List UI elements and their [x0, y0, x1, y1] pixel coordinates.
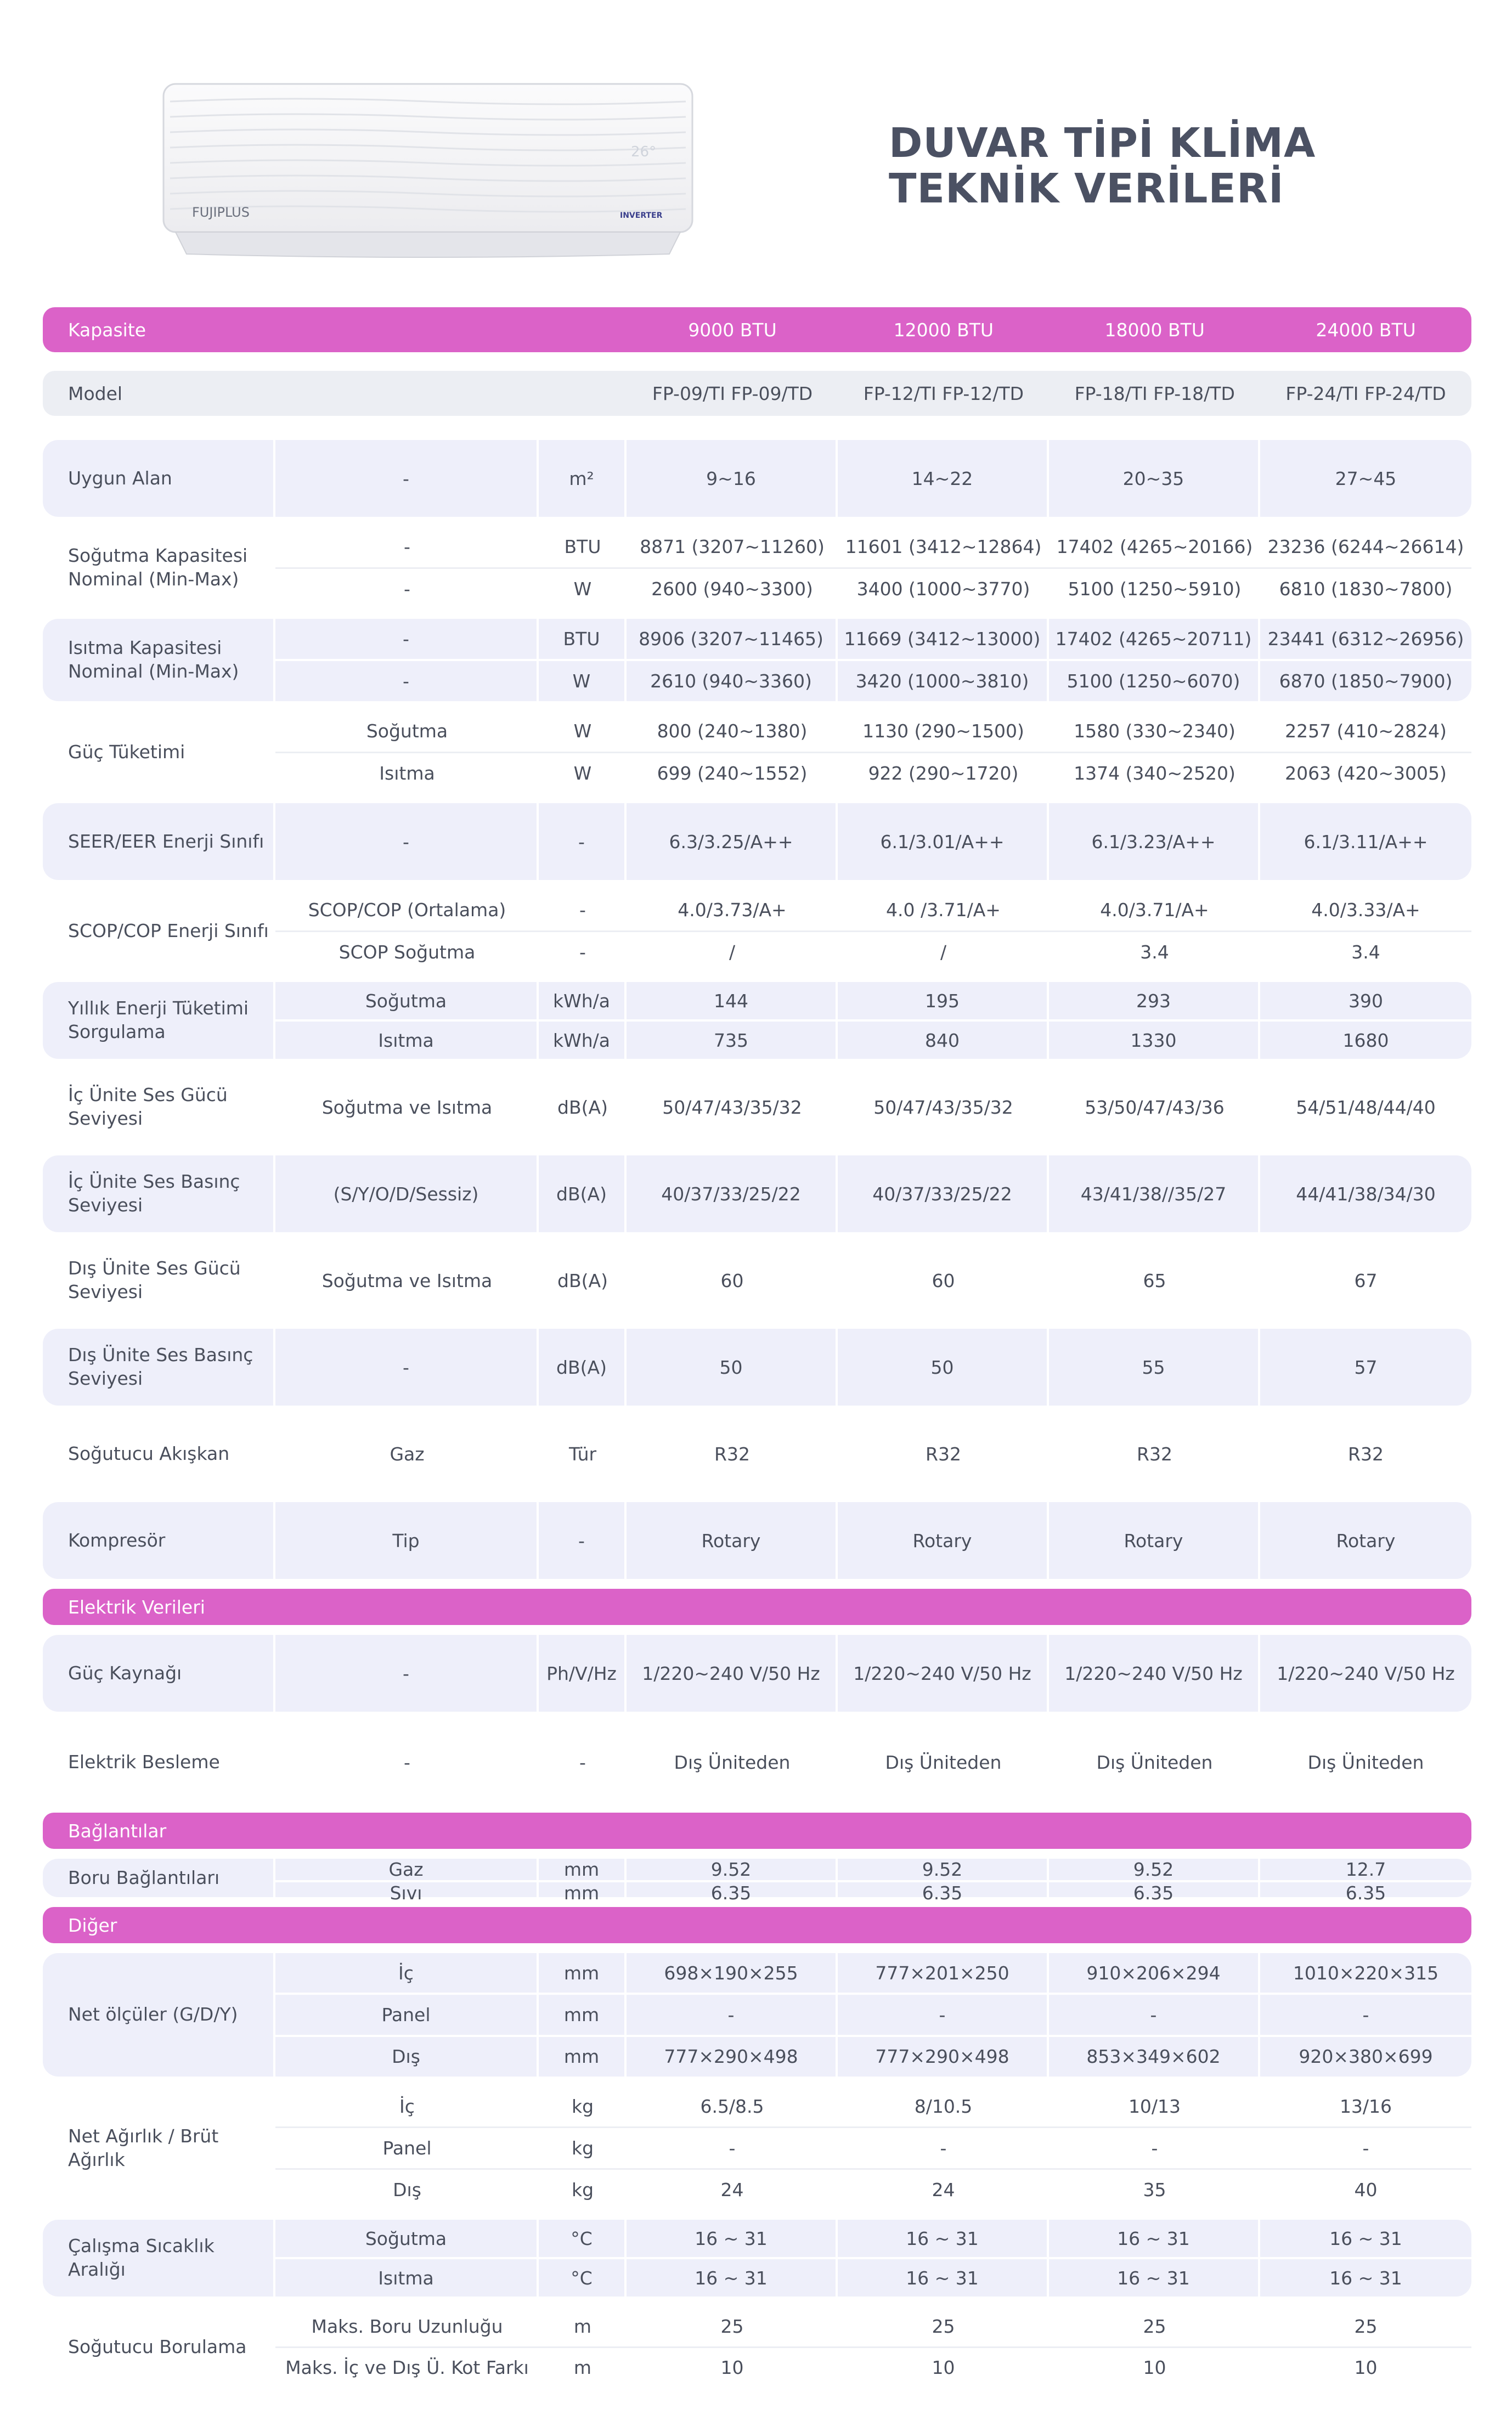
spec-sub-label: - [275, 1329, 539, 1406]
spec-value: Rotary [627, 1502, 838, 1579]
title-line-1: DUVAR TİPİ KLİMA [889, 120, 1316, 167]
spec-value: 24 [932, 2179, 955, 2201]
spec-sub-label: Isıtma [275, 2259, 539, 2297]
spec-subrow [275, 982, 1471, 1019]
spec-row [43, 982, 1471, 1059]
spec-value: 16 ~ 31 [1049, 2220, 1260, 2257]
spec-row [43, 1953, 1471, 2077]
spec-value: 16 ~ 31 [627, 2259, 838, 2297]
spec-value: 6.35 [1049, 1882, 1260, 1904]
spec-subrow [275, 527, 1471, 567]
spec-unit: mm [539, 1953, 627, 1993]
spec-sections [43, 416, 1471, 2388]
spec-row [43, 1415, 1471, 1492]
spec-sub-label: Panel [275, 1995, 539, 2034]
spec-value: 25 [1143, 2315, 1166, 2337]
spec-sub-label: SCOP Soğutma [338, 941, 476, 963]
spec-value: 1/220~240 V/50 Hz [627, 1635, 838, 1712]
section-header: Diğer [43, 1907, 1471, 1943]
spec-sub-label: Gaz [275, 1859, 539, 1880]
spec-sub-label: Soğutma ve Isıtma [321, 1270, 493, 1291]
spec-value: Rotary [1049, 1502, 1260, 1579]
spec-value: 8/10.5 [914, 2096, 973, 2117]
capacity-header-bar [43, 307, 1471, 352]
spec-value: 16 ~ 31 [1049, 2259, 1260, 2297]
spec-value: 60 [932, 1270, 955, 1291]
spec-value: 6.1/3.23/A++ [1049, 803, 1260, 880]
spec-sub-label: Soğutma [366, 720, 448, 742]
spec-sub-label: (S/Y/O/D/Sessiz) [275, 1155, 539, 1232]
spec-value: Dış Üniteden [674, 1751, 791, 1773]
spec-sub-label: Maks. İç ve Dış Ü. Kot Farkı [285, 2357, 529, 2379]
spec-value: - [627, 1995, 838, 2034]
spec-value: Dış Üniteden [885, 1751, 1002, 1773]
spec-sub-label: Sıvı [275, 1882, 539, 1904]
spec-value: 50/47/43/35/32 [662, 1096, 802, 1118]
spec-value: 10 [1143, 2357, 1166, 2379]
spec-sub-label: - [275, 619, 539, 659]
model-value: FP-18/TI FP-18/TD [1074, 382, 1235, 404]
spec-row [43, 1502, 1471, 1579]
spec-value: - [838, 1995, 1049, 2034]
spec-sub-label: Tip [275, 1502, 539, 1579]
spec-value: 10 [932, 2357, 955, 2379]
spec-value: - [1362, 2004, 1369, 2026]
spec-sub-label: Soğutma [275, 2220, 539, 2257]
hero-section [0, 0, 1512, 307]
spec-row-label: Kompresör [43, 1502, 275, 1579]
spec-value: 17402 (4265~20711) [1049, 619, 1260, 659]
spec-unit: Ph/V/Hz [539, 1635, 627, 1712]
spec-value: 6.5/8.5 [700, 2096, 764, 2117]
spec-value: 6.1/3.01/A++ [838, 803, 1049, 880]
spec-value: 698×190×255 [627, 1953, 838, 1993]
spec-row [43, 2306, 1471, 2388]
spec-row [43, 1859, 1471, 1904]
spec-value: 40 [1354, 2179, 1378, 2201]
spec-value: 910×206×294 [1049, 1953, 1260, 1993]
spec-value: 16 ~ 31 [838, 2220, 1049, 2257]
spec-row-label: Net ölçüler (G/D/Y) [43, 1953, 275, 2077]
spec-row [43, 527, 1471, 609]
spec-value: 3420 (1000~3810) [838, 661, 1049, 701]
spec-subrow [275, 1069, 1471, 1146]
spec-unit: mm [539, 1882, 627, 1904]
spec-subrow [275, 1329, 1471, 1406]
spec-sub-label: Isıtma [275, 1022, 539, 1059]
spec-value: 6.35 [838, 1882, 1049, 1904]
spec-value: - [1151, 2137, 1158, 2159]
spec-row [43, 1329, 1471, 1406]
spec-value: 4.0/3.73/A+ [678, 899, 787, 921]
spec-row [43, 803, 1471, 880]
spec-value: 735 [627, 1022, 838, 1059]
spec-row-label: SEER/EER Enerji Sınıfı [43, 803, 275, 880]
spec-value: 4.0/3.33/A+ [1311, 899, 1420, 921]
spec-unit: kg [571, 2137, 594, 2159]
spec-row-label: SCOP/COP Enerji Sınıfı [68, 919, 269, 941]
spec-value: 9~16 [627, 440, 838, 517]
spec-value: 17402 (4265~20166) [1056, 536, 1253, 558]
spec-value: 54/51/48/44/40 [1296, 1096, 1436, 1118]
spec-value: R32 [1137, 1443, 1172, 1465]
spec-value: 11601 (3412~12864) [845, 536, 1042, 558]
spec-value: 25 [932, 2315, 955, 2337]
capacity-value: 18000 BTU [1104, 319, 1205, 341]
spec-value: 50/47/43/35/32 [873, 1096, 1013, 1118]
spec-value: 44/41/38/34/30 [1296, 1183, 1436, 1205]
air-conditioner-image [159, 80, 697, 261]
spec-value: 3.4 [1140, 941, 1169, 963]
spec-value: 14~22 [838, 440, 1049, 517]
spec-sub-label: Gaz [390, 1443, 425, 1465]
spec-subrow [275, 1155, 1471, 1232]
spec-row [43, 1635, 1471, 1712]
spec-value: 4.0/3.71/A+ [1100, 899, 1209, 921]
spec-sub-label: İç [275, 1953, 539, 1993]
spec-value: 24 [720, 2179, 744, 2201]
spec-subrow [275, 1993, 1471, 2034]
title-line-2: TEKNİK VERİLERİ [889, 165, 1284, 212]
spec-unit: - [579, 899, 586, 921]
spec-subrow [275, 1635, 1471, 1712]
spec-value: 43/41/38//35/27 [1049, 1155, 1260, 1232]
spec-sub-label: - [404, 1751, 410, 1773]
spec-sub-label: SCOP/COP (Ortalama) [308, 899, 506, 921]
spec-value: 12.7 [1345, 1859, 1386, 1880]
spec-value: 25 [1354, 2315, 1378, 2337]
spec-value: 16 ~ 31 [1329, 2227, 1402, 2249]
spec-value: 6.1/3.11/A++ [1304, 831, 1428, 853]
spec-unit: dB(A) [539, 1155, 627, 1232]
spec-value: 27~45 [1335, 467, 1397, 489]
spec-subrow [275, 1242, 1471, 1319]
spec-sub-label: Dış [393, 2179, 421, 2201]
spec-value: 390 [1349, 990, 1383, 1012]
spec-subrow [275, 711, 1471, 752]
spec-value: Rotary [1336, 1530, 1396, 1551]
spec-value: 6.35 [1345, 1882, 1386, 1904]
spec-subrow [275, 1880, 1471, 1904]
spec-value: 53/50/47/43/36 [1085, 1096, 1225, 1118]
spec-value: 2257 (410~2824) [1285, 720, 1447, 742]
spec-unit: W [573, 720, 592, 742]
spec-value: 35 [1143, 2179, 1166, 2201]
spec-sub-label: Maks. Boru Uzunluğu [311, 2315, 503, 2337]
spec-unit: - [579, 1751, 586, 1773]
spec-value: 699 (240~1552) [657, 762, 808, 784]
spec-value: 20~35 [1049, 440, 1260, 517]
brand-logo: FUJIPLUS [192, 205, 250, 220]
spec-row-label: Uygun Alan [43, 440, 275, 517]
spec-row [43, 619, 1471, 701]
spec-row [43, 1242, 1471, 1319]
spec-subrow [275, 1415, 1471, 1492]
inverter-badge: INVERTER [620, 211, 663, 220]
spec-value: Dış Üniteden [1096, 1751, 1213, 1773]
model-header-bar [43, 371, 1471, 416]
spec-value: 853×349×602 [1049, 2037, 1260, 2077]
spec-unit: W [573, 762, 592, 784]
spec-value: 67 [1354, 1270, 1378, 1291]
spec-value: 16 ~ 31 [627, 2220, 838, 2257]
section-header: Bağlantılar [43, 1813, 1471, 1849]
section-header: Elektrik Verileri [43, 1589, 1471, 1625]
spec-row [43, 2086, 1471, 2210]
spec-value: 4.0 /3.71/A+ [886, 899, 1001, 921]
spec-unit: m [573, 2315, 592, 2337]
spec-subrow [275, 2220, 1471, 2257]
spec-value: 1330 [1049, 1022, 1260, 1059]
spec-value: 8871 (3207~11260) [640, 536, 825, 558]
spec-value: 50 [627, 1329, 838, 1406]
spec-value: 13/16 [1339, 2096, 1392, 2117]
spec-value: 6810 (1830~7800) [1279, 578, 1453, 600]
spec-row-label: Soğutucu Borulama [68, 2335, 247, 2357]
spec-row-label: Net Ağırlık / Brüt Ağırlık [68, 2125, 219, 2170]
spec-value: 40/37/33/25/22 [838, 1155, 1049, 1232]
spec-unit: dB(A) [539, 1329, 627, 1406]
spec-value: 5100 (1250~6070) [1049, 661, 1260, 701]
spec-value: 1130 (290~1500) [862, 720, 1024, 742]
spec-subrow [275, 890, 1471, 930]
spec-subrow [275, 567, 1471, 610]
spec-subrow [275, 2126, 1471, 2168]
spec-unit: - [539, 1502, 627, 1579]
spec-value: 65 [1143, 1270, 1166, 1291]
spec-value: 1/220~240 V/50 Hz [1277, 1662, 1455, 1684]
spec-unit: mm [539, 1995, 627, 2034]
spec-value: 9.52 [838, 1859, 1049, 1880]
spec-subrow [275, 2306, 1471, 2346]
spec-unit: - [539, 803, 627, 880]
spec-sub-label: İç [399, 2096, 415, 2117]
spec-sub-label: - [275, 661, 539, 701]
spec-value: R32 [1348, 1443, 1384, 1465]
spec-row [43, 1155, 1471, 1232]
spec-row [43, 2220, 1471, 2297]
spec-subrow [275, 2257, 1471, 2297]
spec-row-label: Güç Kaynağı [43, 1635, 275, 1712]
spec-value: 55 [1049, 1329, 1260, 1406]
spec-value: 800 (240~1380) [657, 720, 808, 742]
spec-unit: kg [571, 2096, 594, 2117]
spec-value: / [940, 941, 947, 963]
spec-value: 2610 (940~3360) [627, 661, 838, 701]
spec-value: 10/13 [1128, 2096, 1181, 2117]
model-value: FP-12/TI FP-12/TD [863, 382, 1024, 404]
spec-sub-label: Soğutma [275, 982, 539, 1019]
spec-unit: m² [539, 440, 627, 517]
spec-row [43, 1722, 1471, 1803]
spec-sub-label: Panel [382, 2137, 432, 2159]
spec-unit: °C [539, 2220, 627, 2257]
capacity-value: 9000 BTU [688, 319, 777, 341]
spec-subrow [275, 440, 1471, 517]
spec-value: 16 ~ 31 [1329, 2267, 1402, 2289]
spec-value: 8906 (3207~11465) [627, 619, 838, 659]
spec-value: 10 [720, 2357, 744, 2379]
spec-value: 5100 (1250~5910) [1068, 578, 1242, 600]
temperature-display: 26° [631, 144, 657, 160]
spec-row-label: Yıllık Enerji Tüketimi Sorgulama [43, 982, 275, 1059]
spec-row-label: Soğutucu Akışkan [68, 1442, 230, 1464]
spec-sub-label: Soğutma ve Isıtma [321, 1096, 493, 1118]
spec-unit: dB(A) [557, 1270, 608, 1291]
spec-value: 777×290×498 [838, 2037, 1049, 2077]
spec-value: 25 [720, 2315, 744, 2337]
spec-value: 11669 (3412~13000) [838, 619, 1049, 659]
spec-row [43, 890, 1471, 972]
capacity-value: 24000 BTU [1316, 319, 1416, 341]
spec-value: R32 [714, 1443, 750, 1465]
spec-value: 50 [838, 1329, 1049, 1406]
spec-row [43, 440, 1471, 517]
spec-value: / [729, 941, 736, 963]
spec-value: 195 [838, 982, 1049, 1019]
spec-unit: BTU [564, 536, 601, 558]
spec-value: 3.4 [1351, 941, 1380, 963]
spec-subrow [275, 1019, 1471, 1059]
spec-value: 23441 (6312~26956) [1267, 628, 1464, 650]
spec-subrow [275, 1502, 1471, 1579]
spec-row-label: Isıtma Kapasitesi Nominal (Min-Max) [43, 619, 275, 701]
spec-subrow [275, 2168, 1471, 2210]
spec-subrow [275, 619, 1471, 659]
spec-value: - [940, 2137, 947, 2159]
spec-value: Rotary [838, 1502, 1049, 1579]
spec-unit: kg [571, 2179, 594, 2201]
spec-unit: Tür [568, 1443, 597, 1465]
spec-row-label: Güç Tüketimi [68, 741, 185, 763]
spec-row-label: Soğutma Kapasitesi Nominal (Min-Max) [68, 545, 248, 590]
spec-row [43, 711, 1471, 793]
spec-subrow [275, 803, 1471, 880]
spec-value: 1/220~240 V/50 Hz [838, 1635, 1049, 1712]
spec-value: - [729, 2137, 736, 2159]
spec-value: 777×201×250 [838, 1953, 1049, 1993]
spec-value: 60 [720, 1270, 744, 1291]
model-value: FP-09/TI FP-09/TD [652, 382, 813, 404]
spec-value: 293 [1049, 982, 1260, 1019]
spec-unit: °C [539, 2259, 627, 2297]
spec-row-label: İç Ünite Ses Gücü Seviyesi [68, 1084, 228, 1129]
spec-value: 1/220~240 V/50 Hz [1049, 1635, 1260, 1712]
spec-value: Dış Üniteden [1307, 1751, 1424, 1773]
spec-row-label: Boru Bağlantıları [43, 1859, 275, 1897]
spec-value: 10 [1354, 2357, 1378, 2379]
spec-value: 40/37/33/25/22 [627, 1155, 838, 1232]
spec-value: 6.35 [627, 1882, 838, 1904]
spec-value: 1580 (330~2340) [1074, 720, 1235, 742]
spec-value: 1374 (340~2520) [1074, 762, 1235, 784]
spec-sub-label: Isıtma [379, 762, 435, 784]
spec-value: 6.3/3.25/A++ [627, 803, 838, 880]
spec-subrow [275, 752, 1471, 794]
spec-value: 16 ~ 31 [838, 2259, 1049, 2297]
spec-subrow [275, 1953, 1471, 1993]
model-value: FP-24/TI FP-24/TD [1285, 382, 1446, 404]
capacity-value: 12000 BTU [893, 319, 994, 341]
spec-value: 57 [1354, 1356, 1378, 1378]
spec-subrow [275, 2035, 1471, 2077]
spec-sub-label: - [404, 536, 410, 558]
spec-unit: kWh/a [539, 982, 627, 1019]
spec-value: 840 [838, 1022, 1049, 1059]
spec-value: 2063 (420~3005) [1285, 762, 1447, 784]
spec-unit: BTU [539, 619, 627, 659]
spec-unit: kWh/a [539, 1022, 627, 1059]
spec-value: 3400 (1000~3770) [856, 578, 1030, 600]
spec-value: R32 [926, 1443, 961, 1465]
spec-row-label: Dış Ünite Ses Gücü Seviyesi [68, 1257, 241, 1302]
spec-subrow [275, 1859, 1471, 1880]
spec-subrow [275, 930, 1471, 973]
spec-value: 920×380×699 [1299, 2046, 1433, 2068]
spec-subrow [275, 1722, 1471, 1803]
spec-unit: dB(A) [557, 1096, 608, 1118]
spec-unit: mm [539, 1859, 627, 1880]
spec-value: 777×290×498 [627, 2037, 838, 2077]
spec-subrow [275, 2086, 1471, 2126]
spec-table [43, 307, 1471, 2388]
spec-value: 9.52 [1049, 1859, 1260, 1880]
spec-value: 1680 [1342, 1029, 1389, 1051]
spec-value: - [1049, 1995, 1260, 2034]
spec-row-label: Çalışma Sıcaklık Aralığı [43, 2220, 275, 2297]
spec-value: 1010×220×315 [1293, 1962, 1439, 1984]
spec-value: - [1362, 2137, 1369, 2159]
model-label: Model [68, 382, 123, 404]
spec-value: 144 [627, 982, 838, 1019]
spec-unit: mm [539, 2037, 627, 2077]
spec-unit: W [573, 578, 592, 600]
spec-subrow [275, 659, 1471, 701]
spec-value: 6870 (1850~7900) [1279, 670, 1453, 692]
spec-unit: W [539, 661, 627, 701]
capacity-label: Kapasite [68, 319, 146, 341]
spec-value: 922 (290~1720) [868, 762, 1019, 784]
spec-sub-label: - [275, 440, 539, 517]
spec-row-label: İç Ünite Ses Basınç Seviyesi [43, 1155, 275, 1232]
spec-sub-label: - [275, 1635, 539, 1712]
spec-value: 23236 (6244~26614) [1267, 536, 1464, 558]
spec-row [43, 1069, 1471, 1146]
spec-value: 2600 (940~3300) [651, 578, 813, 600]
spec-subrow [275, 2346, 1471, 2388]
spec-sub-label: Dış [275, 2037, 539, 2077]
spec-unit: m [573, 2357, 592, 2379]
spec-sub-label: - [404, 578, 410, 600]
spec-unit: - [579, 941, 586, 963]
page-title [889, 120, 1316, 212]
spec-row-label: Elektrik Besleme [68, 1751, 220, 1773]
spec-sub-label: - [275, 803, 539, 880]
spec-row-label: Dış Ünite Ses Basınç Seviyesi [43, 1329, 275, 1406]
spec-value: 9.52 [627, 1859, 838, 1880]
